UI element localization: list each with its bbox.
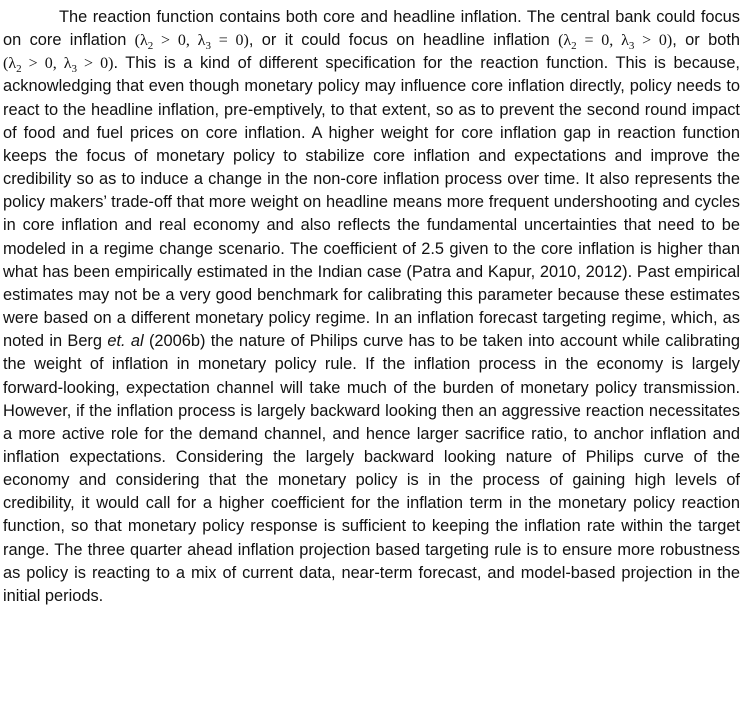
- document-page: [3, 6, 740, 608]
- text-segment-6: (2006b) the nature of Philips curve has to be taken into account while calibrating the weight of inflation in monetary policy rule. If the inflation process in the economy is largely forward-looking, expectation channel will take much of the burden of monetary policy transmission. However, if the inflation process is largely backward looking then an aggressive reaction necessitates a more active role for the demand channel, and hence larger sacrifice ratio, to anchor inflation and inflation expectations. Considering the largely backward looking nature of Philips curve of the economy and considering that the monetary policy is in the process of gaining high levels of credibility, it would call for a higher coefficient for the inflation term in the monetary policy reaction function, so that monetary policy response is sufficient to keeping the inflation rate within the target range. The three quarter ahead inflation projection based targeting rule is to ensure more robustness as policy is reacting to a mix of current data, near-term forecast, and model-based projection in the initial periods.: [3, 332, 740, 605]
- citation-et-al: et. al: [107, 332, 144, 351]
- text-segment-3: , or both: [672, 31, 740, 50]
- math-core-focus: ($\lambda_2 > 0$, $\lambda_3 = 0$): [134, 32, 249, 53]
- text-segment-2: , or it could focus on headline inflation: [248, 31, 550, 50]
- body-paragraph: [3, 6, 740, 608]
- math-both-focus: ($\lambda_2 > 0$, $\lambda_3 > 0$): [3, 55, 114, 76]
- text-segment-1: The reaction function contains both core and headline inflation. The central bank could focus on core inflation: [3, 8, 740, 50]
- math-headline-focus: ($\lambda_2 = 0$, $\lambda_3 > 0$): [558, 32, 673, 53]
- text-segment-4: . This is a kind of different specification for the reaction function. This is because, acknowledging that even though monetary policy may influence core inflation directly, policy needs to react to the headline inflation, pre-emptively, to that extent, so as to prevent the second round impact of food and fuel prices on core inflation. A higher weight for core inflation gap in reaction function keeps the focus of monetary policy to stabilize core inflation and expectations and improve the credibility so as to induce a change in the non-core inflation process over time. It also represents the policy makers’ trade-off that more weight on headline means more frequent undershooting and cycles in core inflation and real economy and also reflects the fundamental uncertainties that need to be modeled in a regime change scenario. The coefficient of 2.5 given to the core inflation is higher than what has been empirically estimated in the Indian case (Patra and Kapur, 2010, 2012). Past empirical estimates may not be a very good benchmark for calibrating this parameter because these estimates were based on a different monetary policy regime. In an inflation forecast targeting regime, which, as noted in Berg: [3, 54, 740, 351]
